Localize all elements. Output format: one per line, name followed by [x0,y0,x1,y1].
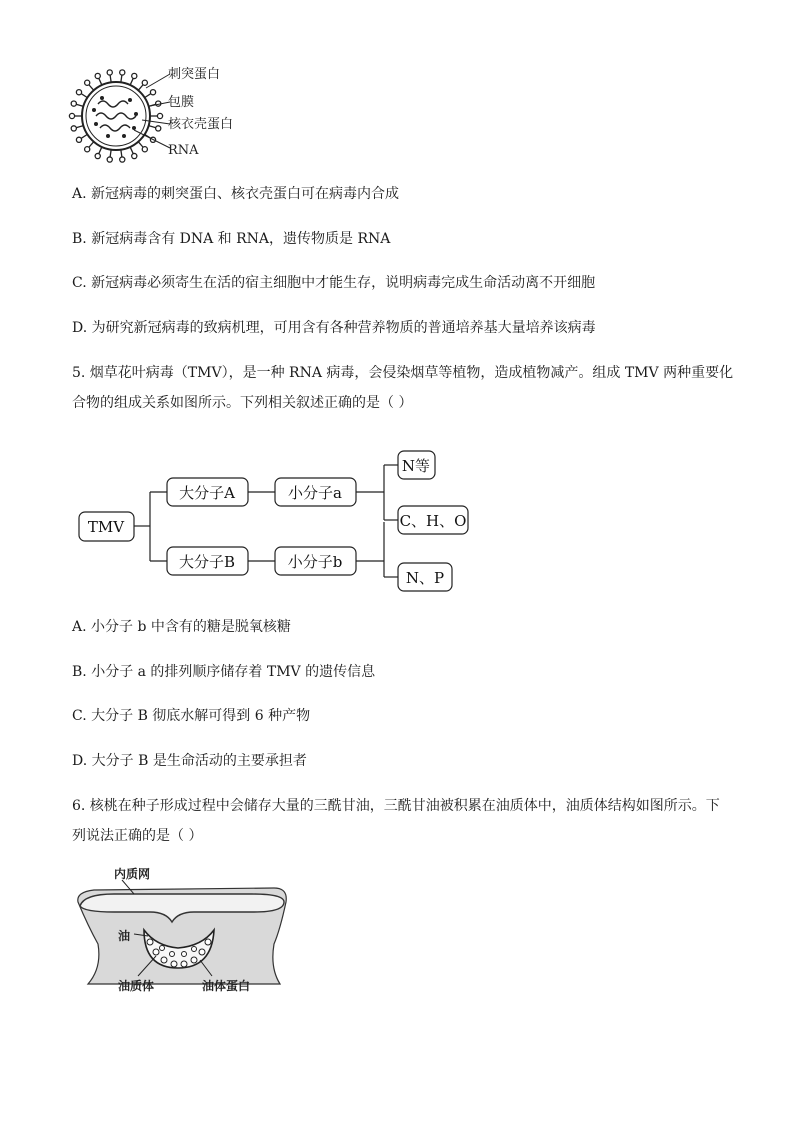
q5-option-a: A. 小分子 b 中含有的糖是脱氧核糖 [72,619,291,635]
spike-head [132,153,137,158]
node-elem-n-etc: N等 [401,457,431,475]
spike-head [95,73,100,78]
spike-head [76,90,81,95]
spike-head [156,126,161,131]
q6-stem-line2: 列说法正确的是（ ） [72,828,203,844]
q5-stem-line2: 合物的组成关系如图所示。下列相关叙述正确的是（ ） [72,395,413,411]
oil-body-figure [74,867,294,1000]
virus-diagram [68,64,178,164]
label-er: 内质网 [114,867,151,881]
spike-head [69,113,74,118]
label-spike-protein: 刺突蛋白 [168,67,221,82]
q6-stem-line1: 6. 核桃在种子形成过程中会储存大量的三酰甘油，三酰甘油被积累在油质体中，油质体结构如图所示。下 [72,798,720,814]
node-macro-b: 大分子B [178,553,236,571]
spike-head [142,147,147,152]
tmv-composition-diagram [0,446,794,596]
spike-head [142,80,147,85]
label-rna: RNA [168,143,199,158]
q4-option-c: C. 新冠病毒必须寄生在活的宿主细胞中才能生存，说明病毒完成生命活动离不开细胞 [72,275,596,291]
node-elem-np: N、P [405,569,445,587]
spike-head [150,90,155,95]
spike-head [132,73,137,78]
spike-head [71,126,76,131]
virus-figure [68,64,258,164]
q5-option-b: B. 小分子 a 的排列顺序储存着 TMV 的遗传信息 [72,664,376,680]
q4-option-a: A. 新冠病毒的刺突蛋白、核衣壳蛋白可在病毒内合成 [72,186,400,202]
label-nucleocapsid-protein: 核衣壳蛋白 [168,117,234,132]
q5-option-c: C. 大分子 B 彻底水解可得到 6 种产物 [72,708,311,724]
q5-option-d: D. 大分子 B 是生命活动的主要承担者 [72,753,307,769]
node-tmv: TMV [87,518,125,536]
q5-stem-line1: 5. 烟草花叶病毒（TMV），是一种 RNA 病毒，会侵染烟草等植物，造成植物减产。组成 TMV 两种重要化 [72,365,734,381]
oil-body-diagram [74,872,294,1000]
node-elem-cho: C、H、O [399,512,467,530]
spike-head [76,137,81,142]
spike-head [107,157,112,162]
label-oil-body: 油质体 [118,979,155,993]
spike-head [107,70,112,75]
spike-head [95,153,100,158]
label-oil-protein: 油体蛋白 [202,979,251,993]
label-oil: 油 [118,929,131,943]
node-small-a: 小分子a [288,484,342,502]
node-small-b: 小分子b [287,553,343,571]
spike-head [85,80,90,85]
node-macro-a: 大分子A [179,484,235,502]
spike-head [157,113,162,118]
label-envelope: 包膜 [168,95,195,110]
spike-head [71,101,76,106]
q4-option-d: D. 为研究新冠病毒的致病机理，可用含有各种营养物质的普通培养基大量培养该病毒 [72,320,596,336]
spike-head [120,157,125,162]
q4-option-b: B. 新冠病毒含有 DNA 和 RNA，遗传物质是 RNA [72,231,391,247]
spike-head [85,147,90,152]
spike-head [120,70,125,75]
